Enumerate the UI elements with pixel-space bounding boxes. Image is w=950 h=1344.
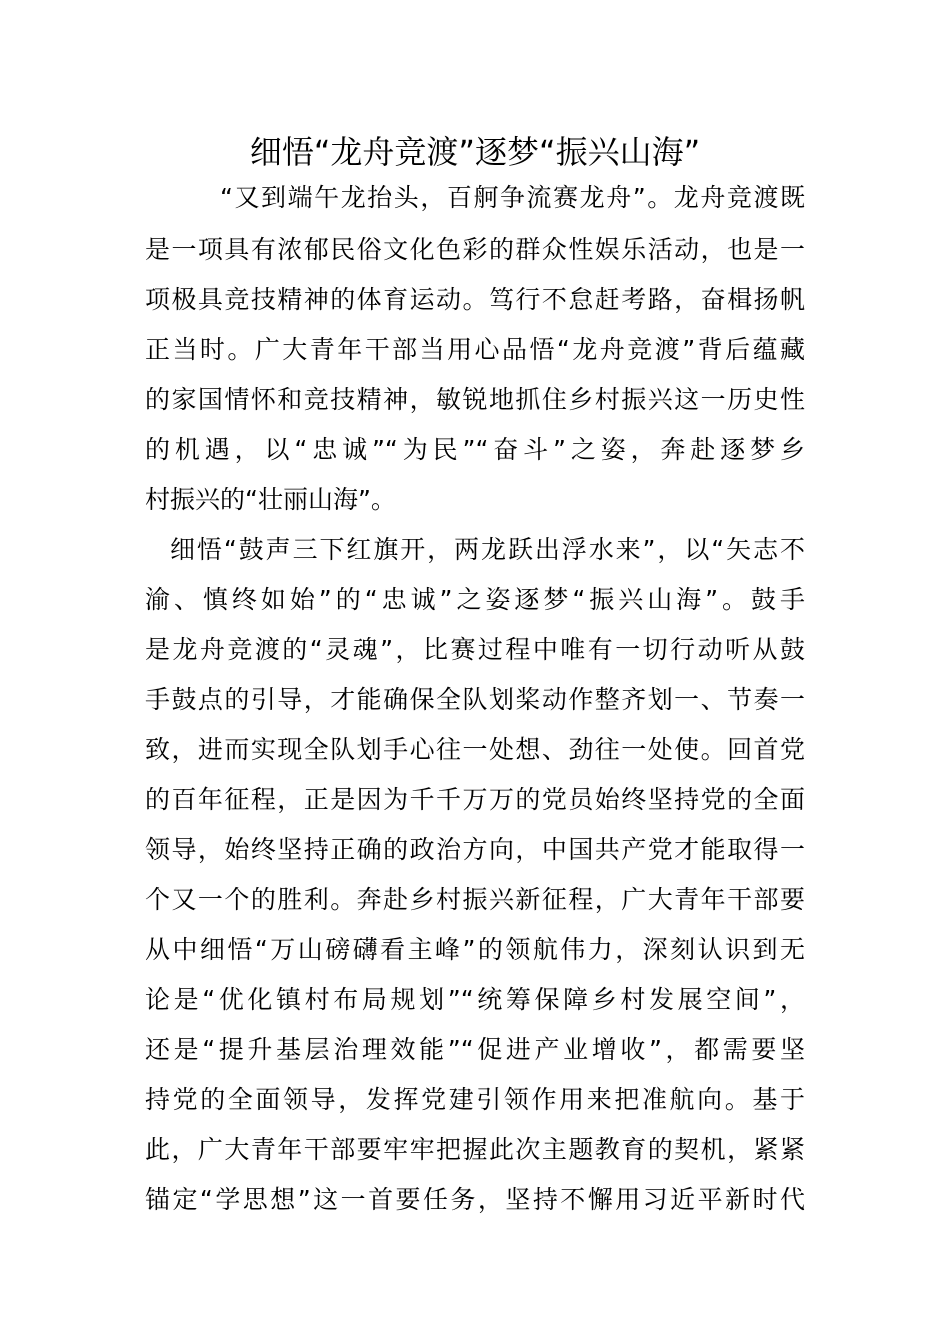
paragraph-line: 的百年征程，正是因为千千万万的党员始终坚持党的全面 [145, 785, 805, 814]
paragraph-line: 持党的全面领导，发挥党建引领作用来把准航向。基于 [145, 1085, 805, 1114]
paragraph-line: 锚定“学思想”这一首要任务，坚持不懈用习近平新时代 [145, 1185, 805, 1214]
paragraph-line: 个又一个的胜利。奔赴乡村振兴新征程，广大青年干部要 [145, 885, 805, 914]
paragraph-line: 论是“优化镇村布局规划”“统筹保障乡村发展空间”， [145, 985, 805, 1014]
paragraph-line: 项极具竞技精神的体育运动。笃行不怠赶考路，奋楫扬帆 [145, 285, 805, 314]
paragraph-line: “又到端午龙抬头，百舸争流赛龙舟”。龙舟竞渡既 [220, 183, 805, 212]
paragraph-line: 此，广大青年干部要牢牢把握此次主题教育的契机，紧紧 [145, 1135, 805, 1164]
paragraph-line: 领导，始终坚持正确的政治方向，中国共产党才能取得一 [145, 835, 805, 864]
paragraph-line: 是一项具有浓郁民俗文化色彩的群众性娱乐活动，也是一 [145, 235, 805, 264]
paragraph-line: 是龙舟竞渡的“灵魂”，比赛过程中唯有一切行动听从鼓 [145, 635, 805, 664]
paragraph-line: 的家国情怀和竞技精神，敏锐地抓住乡村振兴这一历史性 [145, 385, 805, 414]
paragraph-line: 细悟“鼓声三下红旗开，两龙跃出浮水来”，以“矢志不 [170, 535, 805, 564]
paragraph-line: 手鼓点的引导，才能确保全队划桨动作整齐划一、节奏一 [145, 685, 805, 714]
paragraph-line: 致，进而实现全队划手心往一处想、劲往一处使。回首党 [145, 735, 805, 764]
paragraph-line: 渝、慎终如始”的“忠诚”之姿逐梦“振兴山海”。鼓手 [145, 585, 805, 614]
paragraph-line: 从中细悟“万山磅礴看主峰”的领航伟力，深刻认识到无 [145, 935, 805, 964]
paragraph-line: 的机遇，以“忠诚”“为民”“奋斗”之姿，奔赴逐梦乡 [145, 435, 805, 464]
document-title: 细悟“龙舟竞渡”逐梦“振兴山海” [249, 133, 701, 171]
paragraph-line: 还是“提升基层治理效能”“促进产业增收”，都需要坚 [145, 1035, 805, 1064]
paragraph-line: 村振兴的“壮丽山海”。 [145, 485, 396, 514]
paragraph-line: 正当时。广大青年干部当用心品悟“龙舟竞渡”背后蕴藏 [145, 335, 805, 364]
